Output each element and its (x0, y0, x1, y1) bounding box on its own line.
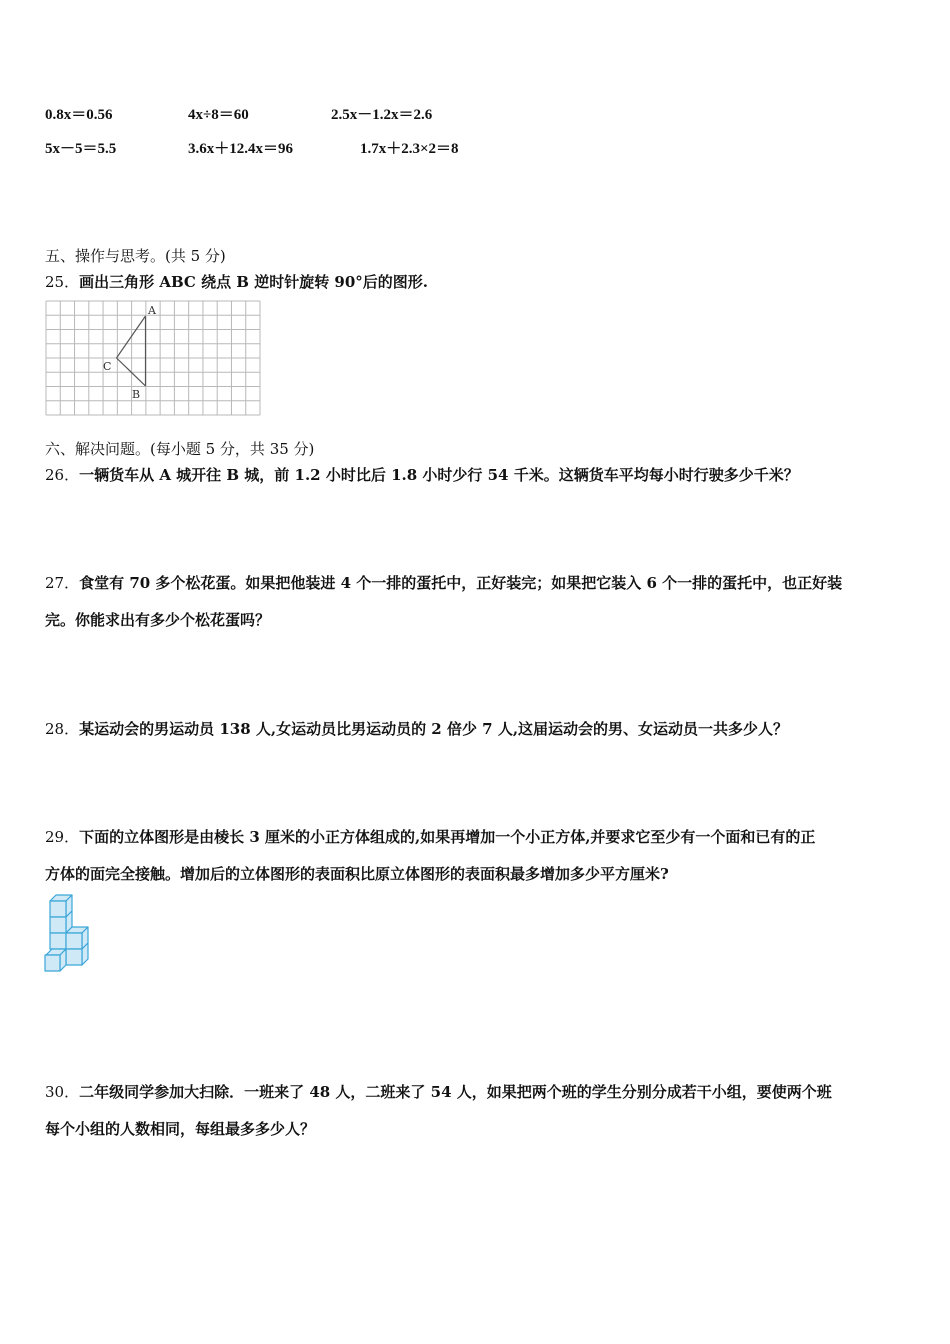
question-28 (45, 718, 788, 739)
label-b: B (132, 388, 141, 401)
cube-right-stack (66, 927, 88, 965)
question-28-text: 某运动会的男运动员 138 人,女运动员比男运动员的 2 倍少 7 人,这届运动会的男、女运动员一共多少人？ (79, 720, 789, 738)
question-27-text: 食堂有 70 多个松花蛋。如果把他装进 4 个一排的蛋托中，正好装完；如果把它装入 6 个一排的蛋托中，也正好装 (79, 574, 843, 592)
section-5-heading: 五、操作与思考。(共 5 分) (45, 247, 226, 265)
question-30-line-1 (45, 1081, 832, 1102)
question-29-number: 29． (45, 828, 80, 846)
question-25 (45, 271, 428, 292)
equation-3: 2.5x－1.2x＝2.6 (331, 107, 433, 123)
question-29-line-1 (45, 826, 815, 847)
question-26-text: 一辆货车从 A 城开往 B 城，前 1.2 小时比后 1.8 小时少行 54 千米。这辆货车平均每小时行驶多少千米？ (79, 466, 799, 484)
question-29-text: 下面的立体图形是由棱长 3 厘米的小正方体组成的,如果再增加一个小正方体,并要求它至少有一个面和已有的正 (79, 828, 816, 846)
rotation-grid (45, 300, 261, 420)
cube-figure (44, 893, 90, 977)
question-30-line-2: 每个小组的人数相同，每组最多多少人？ (45, 1120, 316, 1138)
equation-1: 0.8x＝0.56 (45, 107, 113, 123)
equation-4: 5x－5＝5.5 (45, 141, 117, 157)
question-25-number: 25． (45, 273, 80, 291)
equation-5: 3.6x＋12.4x＝96 (188, 141, 294, 157)
section-6-heading: 六、解决问题。(每小题 5 分，共 35 分) (45, 440, 315, 458)
question-27-line-2: 完。你能求出有多少个松花蛋吗？ (45, 611, 271, 629)
equation-6: 1.7x＋2.3×2＝8 (360, 141, 459, 157)
question-26-number: 26． (45, 466, 80, 484)
question-25-text: 画出三角形 ABC 绕点 B 逆时针旋转 90°后的图形. (79, 273, 429, 291)
label-a: A (148, 304, 156, 317)
question-27-line-1 (45, 572, 842, 593)
triangle-side-ac (117, 316, 146, 358)
question-30-number: 30． (45, 1083, 80, 1101)
label-c: C (103, 360, 112, 373)
question-26 (45, 464, 799, 485)
question-27-number: 27． (45, 574, 80, 592)
equation-2: 4x÷8＝60 (188, 107, 249, 123)
question-28-number: 28． (45, 720, 80, 738)
cube-front (45, 949, 66, 971)
question-30-text: 二年级同学参加大扫除．一班来了 48 人，二班来了 54 人，如果把两个班的学生分别分成若干小组，要使两个班 (79, 1083, 832, 1101)
question-29-line-2: 方体的面完全接触。增加后的立体图形的表面积比原立体图形的表面积最多增加多少平方厘米? (45, 865, 669, 883)
